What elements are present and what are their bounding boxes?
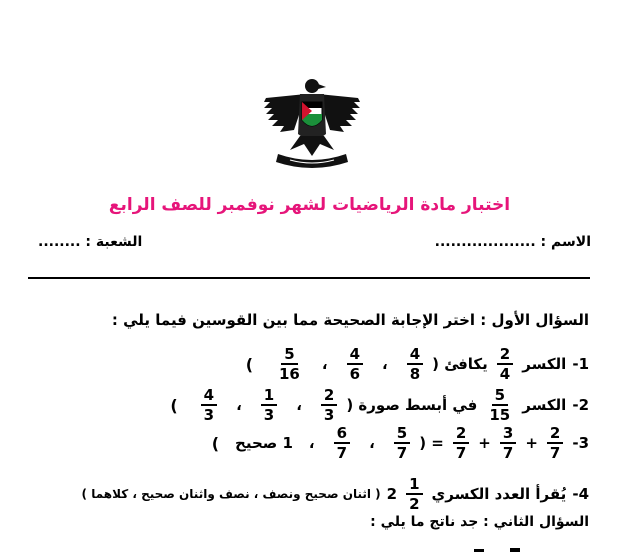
fraction bbox=[547, 424, 563, 462]
option-separator: ، bbox=[369, 434, 375, 452]
fraction bbox=[453, 424, 469, 462]
numerator: 5 bbox=[492, 386, 508, 406]
numerator: 2 bbox=[547, 424, 563, 444]
item-choices[interactable]: ( اثنان صحيح ونصف ، نصف واثنان صحيح ، كلاهما ) bbox=[81, 487, 381, 501]
plus-sign: + bbox=[525, 434, 538, 452]
numerator: 2 bbox=[321, 386, 337, 406]
close-paren: ) bbox=[245, 354, 253, 374]
option-fraction[interactable] bbox=[347, 345, 363, 383]
option-text[interactable]: 1 صحيح bbox=[235, 434, 293, 452]
header-divider bbox=[28, 277, 590, 279]
item-number: 3- bbox=[572, 434, 589, 452]
option-separator: ، bbox=[382, 355, 388, 373]
item-number: 2- bbox=[572, 396, 589, 414]
item-prompt: الكسر bbox=[522, 355, 567, 373]
denominator: 3 bbox=[323, 406, 335, 424]
option-separator: ، bbox=[236, 396, 242, 414]
item-number: 1- bbox=[572, 355, 589, 373]
mixed-number bbox=[387, 475, 426, 513]
question-2-heading: السؤال الثاني : جد ناتج ما يلي : bbox=[370, 514, 589, 530]
option-fraction[interactable] bbox=[321, 386, 337, 424]
denominator: 3 bbox=[263, 406, 275, 424]
palestine-eagle-emblem-icon bbox=[260, 72, 365, 172]
numerator: 1 bbox=[261, 386, 277, 406]
denominator: 2 bbox=[409, 495, 420, 513]
denominator: 16 bbox=[279, 365, 300, 383]
exam-title: اختبار مادة الرياضيات لشهر نوفمبر للصف الرابع bbox=[108, 195, 511, 215]
option-fraction[interactable] bbox=[407, 345, 423, 383]
numerator: 2 bbox=[497, 345, 513, 365]
numerator: 4 bbox=[407, 345, 423, 365]
fraction bbox=[406, 475, 422, 513]
denominator: 7 bbox=[502, 444, 514, 462]
numerator: 4 bbox=[347, 345, 363, 365]
denominator: 15 bbox=[489, 406, 511, 424]
denominator: 7 bbox=[549, 444, 561, 462]
numerator: 2 bbox=[453, 424, 469, 444]
option-separator: ، bbox=[321, 355, 328, 373]
option-fraction[interactable] bbox=[334, 424, 350, 462]
denominator: 7 bbox=[455, 444, 467, 462]
fraction bbox=[497, 345, 513, 383]
denominator: 7 bbox=[396, 444, 408, 462]
close-paren: ) bbox=[211, 433, 220, 453]
cut-off-fraction-marks bbox=[470, 543, 550, 552]
numerator: 5 bbox=[281, 345, 297, 365]
option-fraction[interactable] bbox=[394, 424, 410, 462]
numerator: 3 bbox=[500, 424, 516, 444]
numerator: 5 bbox=[394, 424, 410, 444]
question-1-item-4 bbox=[82, 475, 589, 513]
plus-sign: + bbox=[478, 434, 491, 452]
option-fraction[interactable] bbox=[201, 386, 217, 424]
whole-part: 2 bbox=[386, 485, 398, 503]
denominator: 7 bbox=[336, 444, 348, 462]
option-separator: ، bbox=[296, 396, 302, 414]
option-fraction[interactable] bbox=[276, 345, 303, 383]
question-1-item-3 bbox=[212, 424, 589, 462]
item-verb: في أبسط صورة ( bbox=[346, 396, 478, 414]
denominator: 3 bbox=[203, 406, 215, 424]
denominator: 4 bbox=[499, 365, 511, 383]
numerator: 1 bbox=[406, 475, 422, 495]
denominator: 8 bbox=[409, 365, 421, 383]
option-fraction[interactable] bbox=[261, 386, 277, 424]
close-paren: ) bbox=[170, 395, 178, 415]
question-1-item-2 bbox=[170, 386, 589, 424]
question-1-heading: السؤال الأول : اختر الإجابة الصحيحة مما بين القوسين فيما يلي : bbox=[111, 311, 589, 329]
denominator: 6 bbox=[349, 365, 361, 383]
addition-expression bbox=[450, 424, 566, 462]
item-prompt: الكسر bbox=[522, 396, 567, 414]
question-1-item-1 bbox=[246, 345, 589, 383]
section-field-label: الشعبة : ........ bbox=[38, 234, 143, 250]
numerator: 6 bbox=[334, 424, 350, 444]
option-separator: ، bbox=[308, 434, 315, 452]
item-prompt: يُقرأ العدد الكسري bbox=[431, 485, 567, 503]
fraction bbox=[500, 424, 516, 462]
numerator: 4 bbox=[201, 386, 217, 406]
item-verb: يكافئ ( bbox=[432, 355, 488, 373]
item-number: 4- bbox=[572, 485, 589, 503]
equals-open-paren: = ( bbox=[419, 434, 444, 452]
fraction bbox=[486, 386, 513, 424]
name-field-label: الاسم : ................... bbox=[434, 234, 591, 250]
